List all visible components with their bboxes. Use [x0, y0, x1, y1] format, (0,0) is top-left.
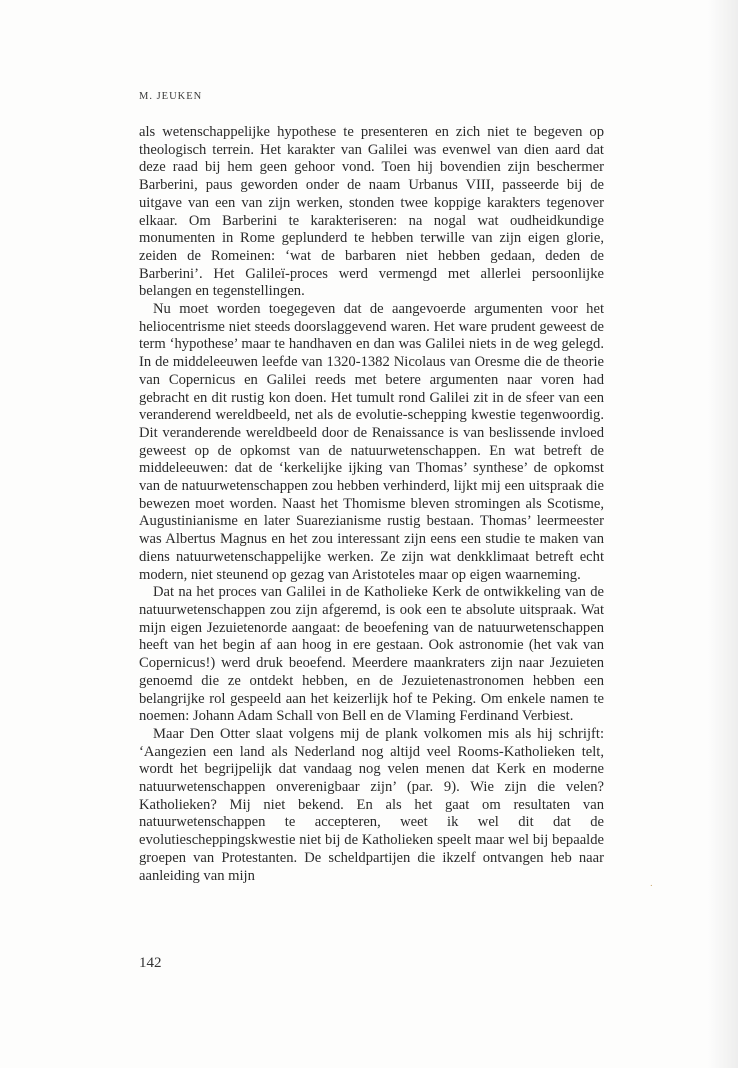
page-edge-shadow — [708, 0, 738, 1068]
paragraph: Nu moet worden toegegeven dat de aangevoerde argumenten voor het heliocentrisme niet steeds doorslaggevend waren. Het ware prudent geweest de term ‘hypothese’ maar te handhaven en dan was Galilei niets in de weg gelegd. In de middeleeuwen leefde van 1320-1382 Nicolaus van Oresme die de theorie van Copernicus en Galilei reeds met betere argumenten naar voren had gebracht en dit rustig kon doen. Het tumult rond Galilei zit in de sfeer van een veranderend wereldbeeld, net als de evolutie-schepping kwestie tegenwoordig. Dit veranderende wereldbeeld door de Renaissance is van beslissende invloed geweest op de opkomst van de natuurwetenschappen. En wat betreft de middeleeuwen: dat de ‘kerkelijke ijking van Thomas’ synthese’ de opkomst van de natuurwetenschappen zou hebben verhinderd, lijkt mij een uitspraak die bewezen moet worden. Naast het Thomisme bleven stromingen als Scotisme, Augustinianisme en later Suarezianisme rustig bestaan. Thomas’ leermeester was Albertus Magnus en het zou interessant zijn eens een studie te maken van diens natuurwetenschappelijke werken. Ze zijn wat denkklimaat betreft echt modern, niet steunend op gezag van Aristoteles maar op eigen waarneming. — [139, 301, 604, 583]
page-number: 142 — [139, 955, 162, 971]
body-text — [139, 124, 604, 885]
paragraph: Dat na het proces van Galilei in de Katholieke Kerk de ontwikkeling van de natuurwetenschappen zou zijn afgeremd, is ook een te absolute uitspraak. Wat mijn eigen Jezuietenorde aangaat: de beoefening van de natuurwetenschappen heeft van het begin af aan hoog in ere gestaan. Ook astronomie (het vak van Copernicus!) werd druk beoefend. Meerdere maankraters zijn naar Jezuieten genoemd die ze ontdekt hebben, en de Jezuietenastronomen hebben een belangrijke rol gespeeld aan het keizerlijk hof te Peking. Om enkele namen te noemen: Johann Adam Schall von Bell en de Vlaming Ferdinand Verbiest. — [139, 584, 604, 725]
running-head: M. JEUKEN — [139, 91, 203, 102]
paragraph: Maar Den Otter slaat volgens mij de plank volkomen mis als hij schrijft: ‘Aangezien een land als Nederland nog altijd veel Rooms-Katholieken telt, wordt het begrijpelijk dat vandaag nog velen menen dat Kerk en moderne natuurwetenschappen onverenigbaar zijn’ (par. 9). Wie zijn die velen? Katholieken? Mij niet bekend. En als het gaat om resultaten van natuurwetenschappen te accepteren, weet ik wel dit dat de evolutiescheppingskwestie niet bij de Katholieken speelt maar wel bij bepaalde groepen van Protestanten. De scheldpartijen die ikzelf ontvangen heb naar aanleiding van mijn — [139, 725, 604, 884]
paragraph-continued: als wetenschappelijke hypothese te presenteren en zich niet te begeven op theologisch terrein. Het karakter van Galilei was evenwel van dien aard dat deze raad bij hem geen gehoor vond. Toen hij bovendien zijn beschermer Barberini, paus geworden onder de naam Urbanus VIII, passeerde bij de uitgave van een van zijn werken, stonden twee koppige karakters tegenover elkaar. Om Barberini te karakteriseren: na nogal wat oudheidkundige monumenten in Rome geplunderd te hebben terwille van zijn eigen glorie, zeiden de Romeinen: ‘wat de barbaren niet hebben gedaan, deden de Barberini’. Het Galileï-proces werd vermengd met allerlei persoonlijke belangen en tegenstellingen. — [139, 124, 604, 300]
scan-speck: ˙ — [649, 884, 653, 895]
